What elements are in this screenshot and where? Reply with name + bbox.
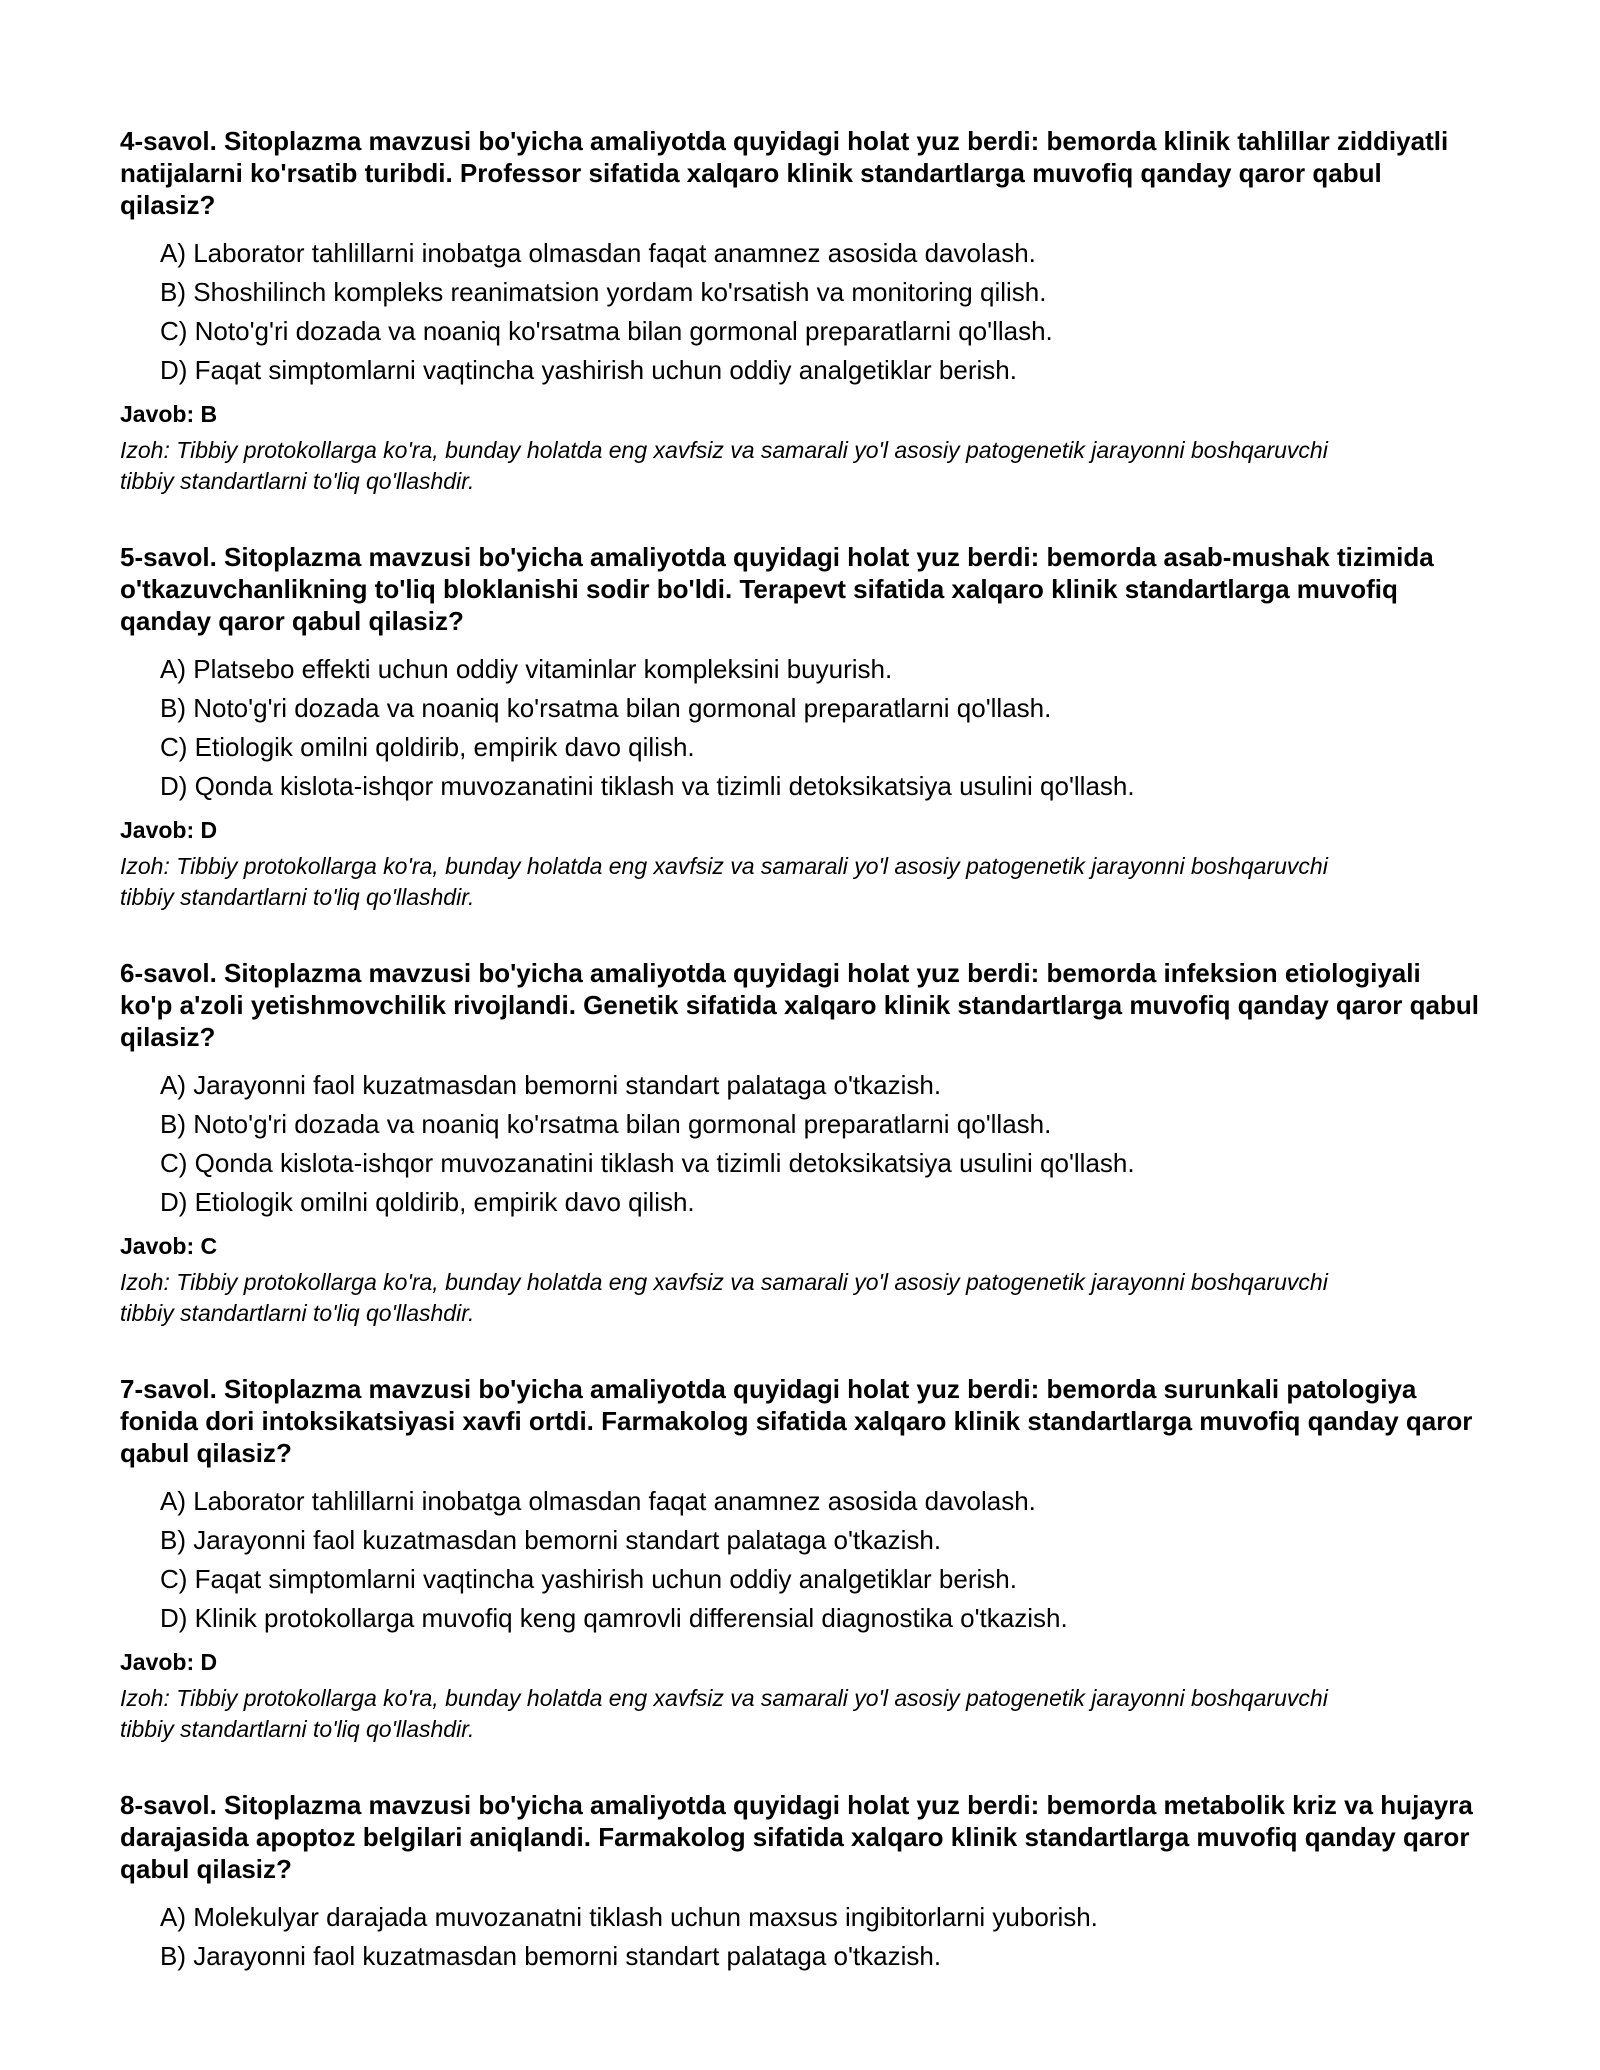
explanation-note: Izoh: Tibbiy protokollarga ko'ra, bunday holatda eng xavfsiz va samarali yo'l asosiy patogenetik jarayonni boshqaruvchi tibbiy standartlarni to'liq qo'llashdir. xyxy=(120,1685,1328,1742)
option-b: B) Jarayonni faol kuzatmasdan bemorni standart palataga o'tkazish. xyxy=(160,1941,942,1971)
question-text: 6-savol. Sitoplazma mavzusi bo'yicha amaliyotda quyidagi holat yuz berdi: bemorda infeksion etiologiyali ko'p a'zoli yetishmovchilik rivojlandi. Genetik sifatida xalqaro klinik standartlarga muvofiq qanday qaror qabul qilasiz? xyxy=(120,958,1479,1052)
option-c: C) Etiologik omilni qoldirib, empirik davo qilish. xyxy=(160,732,695,762)
explanation-note: Izoh: Tibbiy protokollarga ko'ra, bunday holatda eng xavfsiz va samarali yo'l asosiy patogenetik jarayonni boshqaruvchi tibbiy standartlarni to'liq qo'llashdir. xyxy=(120,437,1328,494)
answer-label: Javob: D xyxy=(120,1649,218,1675)
option-a: A) Jarayonni faol kuzatmasdan bemorni standart palataga o'tkazish. xyxy=(160,1070,942,1100)
question-block-6 xyxy=(120,957,1480,1329)
option-b: B) Shoshilinch kompleks reanimatsion yordam ko'rsatish va monitoring qilish. xyxy=(160,277,1047,307)
question-text: 5-savol. Sitoplazma mavzusi bo'yicha amaliyotda quyidagi holat yuz berdi: bemorda asab-mushak tizimida o'tkazuvchanlikning to'liq bloklanishi sodir bo'ldi. Terapevt sifatida xalqaro klinik standartlarga muvofiq qanday qaror qabul qilasiz? xyxy=(120,542,1434,636)
option-d: D) Qonda kislota-ishqor muvozanatini tiklash va tizimli detoksikatsiya usulini qo'llash. xyxy=(160,771,1135,801)
answer-label: Javob: C xyxy=(120,1233,218,1259)
explanation-note: Izoh: Tibbiy protokollarga ko'ra, bunday holatda eng xavfsiz va samarali yo'l asosiy patogenetik jarayonni boshqaruvchi tibbiy standartlarni to'liq qo'llashdir. xyxy=(120,1269,1328,1326)
option-list xyxy=(120,234,1480,390)
question-text: 4-savol. Sitoplazma mavzusi bo'yicha amaliyotda quyidagi holat yuz berdi: bemorda klinik tahlillar ziddiyatli natijalarni ko'rsatib turibdi. Professor sifatida xalqaro klinik standartlarga muvofiq qanday qaror qabul qilasiz? xyxy=(120,126,1449,220)
option-b: B) Jarayonni faol kuzatmasdan bemorni standart palataga o'tkazish. xyxy=(160,1525,942,1555)
option-a: A) Platsebo effekti uchun oddiy vitaminlar kompleksini buyurish. xyxy=(160,654,893,684)
option-c: C) Faqat simptomlarni vaqtincha yashirish uchun oddiy analgetiklar berish. xyxy=(160,1564,1017,1594)
explanation-note: Izoh: Tibbiy protokollarga ko'ra, bunday holatda eng xavfsiz va samarali yo'l asosiy patogenetik jarayonni boshqaruvchi tibbiy standartlarni to'liq qo'llashdir. xyxy=(120,853,1328,910)
question-text: 8-savol. Sitoplazma mavzusi bo'yicha amaliyotda quyidagi holat yuz berdi: bemorda metabolik kriz va hujayra darajasida apoptoz belgilari aniqlandi. Farmakolog sifatida xalqaro klinik standartlarga muvofiq qanday qaror qabul qilasiz? xyxy=(120,1790,1473,1884)
option-a: A) Molekulyar darajada muvozanatni tiklash uchun maxsus ingibitorlarni yuborish. xyxy=(160,1902,1098,1932)
answer-label: Javob: D xyxy=(120,817,218,843)
question-block-8 xyxy=(120,1789,1480,1976)
option-d: D) Etiologik omilni qoldirib, empirik davo qilish. xyxy=(160,1187,695,1217)
option-b: B) Noto'g'ri dozada va noaniq ko'rsatma bilan gormonal preparatlarni qo'llash. xyxy=(160,1109,1052,1139)
question-block-4 xyxy=(120,125,1480,497)
option-list xyxy=(120,1898,1480,1976)
option-list xyxy=(120,1482,1480,1638)
option-a: A) Laborator tahlillarni inobatga olmasdan faqat anamnez asosida davolash. xyxy=(160,238,1036,268)
question-block-7 xyxy=(120,1373,1480,1745)
option-a: A) Laborator tahlillarni inobatga olmasdan faqat anamnez asosida davolash. xyxy=(160,1486,1036,1516)
option-c: C) Qonda kislota-ishqor muvozanatini tiklash va tizimli detoksikatsiya usulini qo'llash. xyxy=(160,1148,1135,1178)
question-block-5 xyxy=(120,541,1480,913)
option-list xyxy=(120,1066,1480,1222)
option-d: D) Faqat simptomlarni vaqtincha yashirish uchun oddiy analgetiklar berish. xyxy=(160,355,1017,385)
question-text: 7-savol. Sitoplazma mavzusi bo'yicha amaliyotda quyidagi holat yuz berdi: bemorda surunkali patologiya fonida dori intoksikatsiyasi xavfi ortdi. Farmakolog sifatida xalqaro klinik standartlarga muvofiq qanday qaror qabul qilasiz? xyxy=(120,1374,1473,1468)
option-list xyxy=(120,650,1480,806)
answer-label: Javob: B xyxy=(120,401,218,427)
option-d: D) Klinik protokollarga muvofiq keng qamrovli differensial diagnostika o'tkazish. xyxy=(160,1603,1068,1633)
option-b: B) Noto'g'ri dozada va noaniq ko'rsatma bilan gormonal preparatlarni qo'llash. xyxy=(160,693,1052,723)
option-c: C) Noto'g'ri dozada va noaniq ko'rsatma bilan gormonal preparatlarni qo'llash. xyxy=(160,316,1053,346)
